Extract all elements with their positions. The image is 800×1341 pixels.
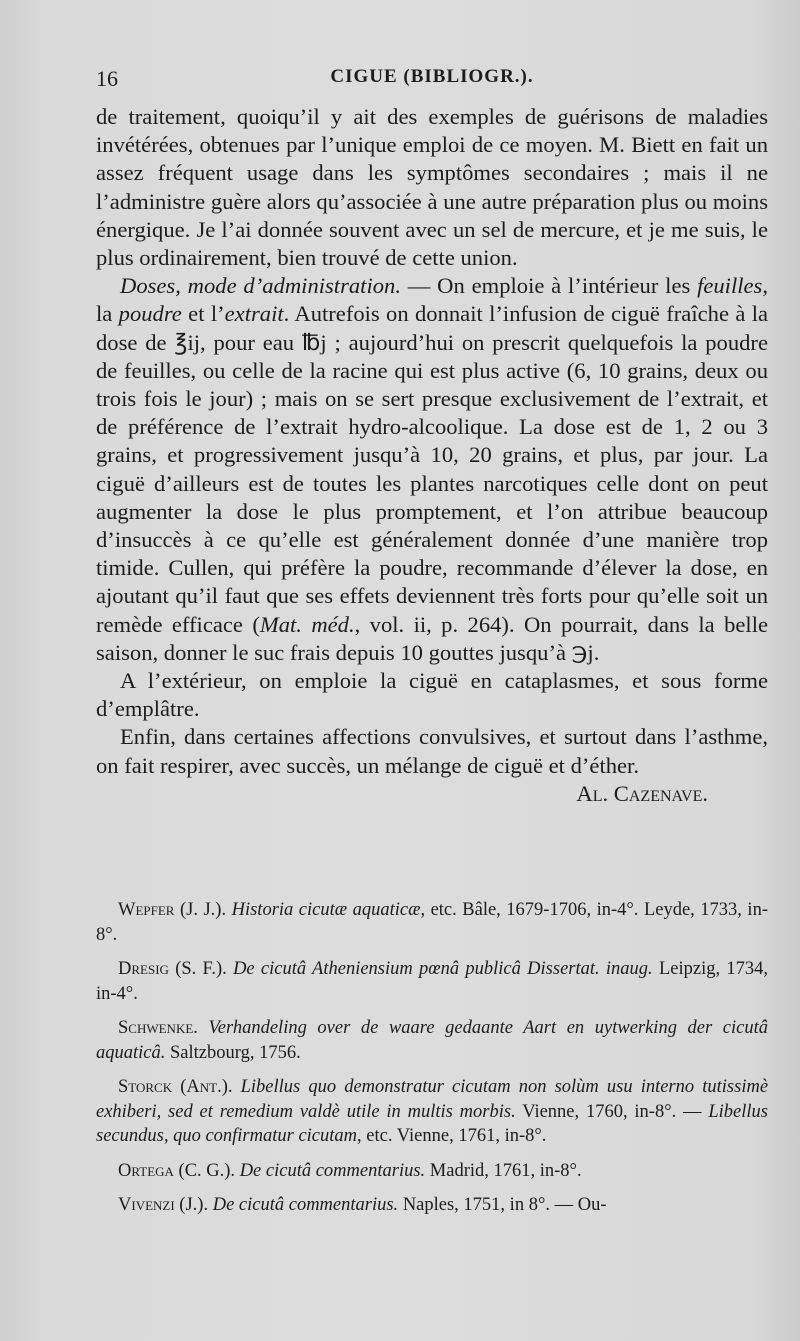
entry-author: Vivenzi (J.).	[118, 1195, 209, 1215]
bibliography-entry	[96, 1016, 768, 1065]
entry-details: Naples, 1751, in 8°. — Ou-	[398, 1195, 607, 1215]
bibliography	[96, 898, 768, 1228]
entry-details: , etc. Bâle, 1679-1706, in-4°. Leyde, 1733, in-8°.	[96, 900, 768, 945]
entry-author: Storck (Ant.).	[118, 1077, 233, 1097]
running-title: CIGUE (BIBLIOGR.).	[330, 66, 534, 87]
entry-title: De cicutâ Atheniensium pœnâ publicâ Dissertat. inaug.	[233, 959, 653, 979]
italic-run: extrait	[224, 301, 284, 327]
text-run: Enfin, dans certaines affections convulsives, et surtout dans l’asthme, on fait respirer, avec succès, un mélange de ciguë et d’éther.	[96, 724, 768, 778]
bibliography-entry	[96, 1193, 768, 1218]
entry-details: , etc. Vienne, 1761, in-8°.	[357, 1126, 547, 1146]
page-number: 16	[96, 66, 118, 91]
entry-author: Ortega (C. G.).	[118, 1160, 236, 1181]
entry-title: De cicutâ commentarius.	[212, 1195, 399, 1215]
entry-title: Verhandeling over de waare gedaante Aart en uytwerking der cicutâ aquaticâ.	[96, 1018, 769, 1063]
bibliography-entry	[96, 1075, 768, 1149]
text-run	[233, 1077, 241, 1097]
italic-run: feuilles	[697, 273, 763, 299]
entry-details: Vienne, 1760, in-8°. —	[515, 1101, 709, 1122]
entry-author: Dresig (S. F.).	[118, 959, 227, 979]
main-text	[96, 103, 768, 808]
paragraph-2	[96, 272, 768, 667]
text-run: et l’	[181, 301, 225, 327]
text-run: , la	[96, 273, 768, 327]
text-run: , vol. ii, p. 264). On pourrait, dans la belle saison, donner le suc frais depuis 10 gouttes jusqu’à ℈j.	[96, 611, 768, 665]
italic-run: Mat. méd.	[259, 611, 355, 637]
bibliography-entry	[96, 898, 768, 947]
bibliography-entry	[96, 957, 768, 1006]
entry-details: Leipzig, 1734, in-4°.	[96, 959, 768, 1004]
text-run: — On emploie à l’intérieur les	[400, 273, 698, 299]
paragraph-4	[96, 723, 768, 779]
entry-details: Madrid, 1761, in-8°.	[425, 1160, 582, 1181]
section-lead: Doses, mode d’administration.	[120, 273, 401, 299]
entry-title: Libellus quo demonstratur cicutam non solùm usu interno tutissimè exhiberi, sed et remedium valdè utile in multis morbis.	[96, 1077, 769, 1122]
signature-line	[96, 780, 768, 808]
entry-title: Historia cicutæ aquaticæ	[231, 900, 421, 920]
entry-author: Schwenke.	[118, 1018, 198, 1038]
text-run: . Autrefois on donnait l’infusion de ciguë fraîche à la dose de ℥ij, pour eau ℔j ; aujourd’hui on prescrit quelquefois la poudre de feuilles, ou celle de la racine qui est plus active (6, 10 grains, deux ou trois fois le jour) ; mais on se sert presque exclusivement de l’extrait, et de préférence de l’extrait hydro-alcoolique. La dose est de 1, 2 ou 3 grains, et progressivement jusqu’à 10, 20 grains, et plus, par jour. La ciguë d’ailleurs est de toutes les plantes narcotiques celle dont on peut augmenter la dose le plus promptement, et l’on attribue beaucoup d’insuccès à ce qu’elle est généralement donnée d’une manière trop timide. Cullen, qui préfère la poudre, recommande d’élever la dose, en ajoutant qu’il faut que ses effets deviennent très forts pour qu’elle soit un remède efficace (	[96, 301, 768, 637]
author-signature: Al. Cazenave.	[576, 780, 708, 806]
entry-details: Saltzbourg, 1756.	[165, 1042, 301, 1063]
paragraph-3: A l’extérieur, on emploie la ciguë en cataplasmes, et sous forme d’emplâtre.	[96, 668, 768, 722]
italic-run: poudre	[118, 301, 182, 327]
entry-title: De cicutâ commentarius.	[239, 1160, 426, 1181]
page-header	[96, 66, 768, 98]
entry-author: Wepfer (J. J.).	[118, 900, 227, 920]
paragraph-1: de traitement, quoiqu’il y ait des exemples de guérisons de maladies invétérées, obtenues par l’unique emploi de ce moyen. M. Biett en fait un assez fréquent usage dans les symptômes secondaires ; mais il ne l’administre guère alors qu’associée à une autre préparation plus ou moins énergique. Je l’ai donnée souvent avec un sel de mercure, et je me suis, le plus ordinairement, bien trouvé de cette union.	[96, 104, 768, 271]
entry-title: Libellus secundus, quo confirmatur cicutam	[96, 1101, 768, 1146]
text-run	[198, 1018, 209, 1038]
bibliography-entry	[96, 1159, 768, 1184]
